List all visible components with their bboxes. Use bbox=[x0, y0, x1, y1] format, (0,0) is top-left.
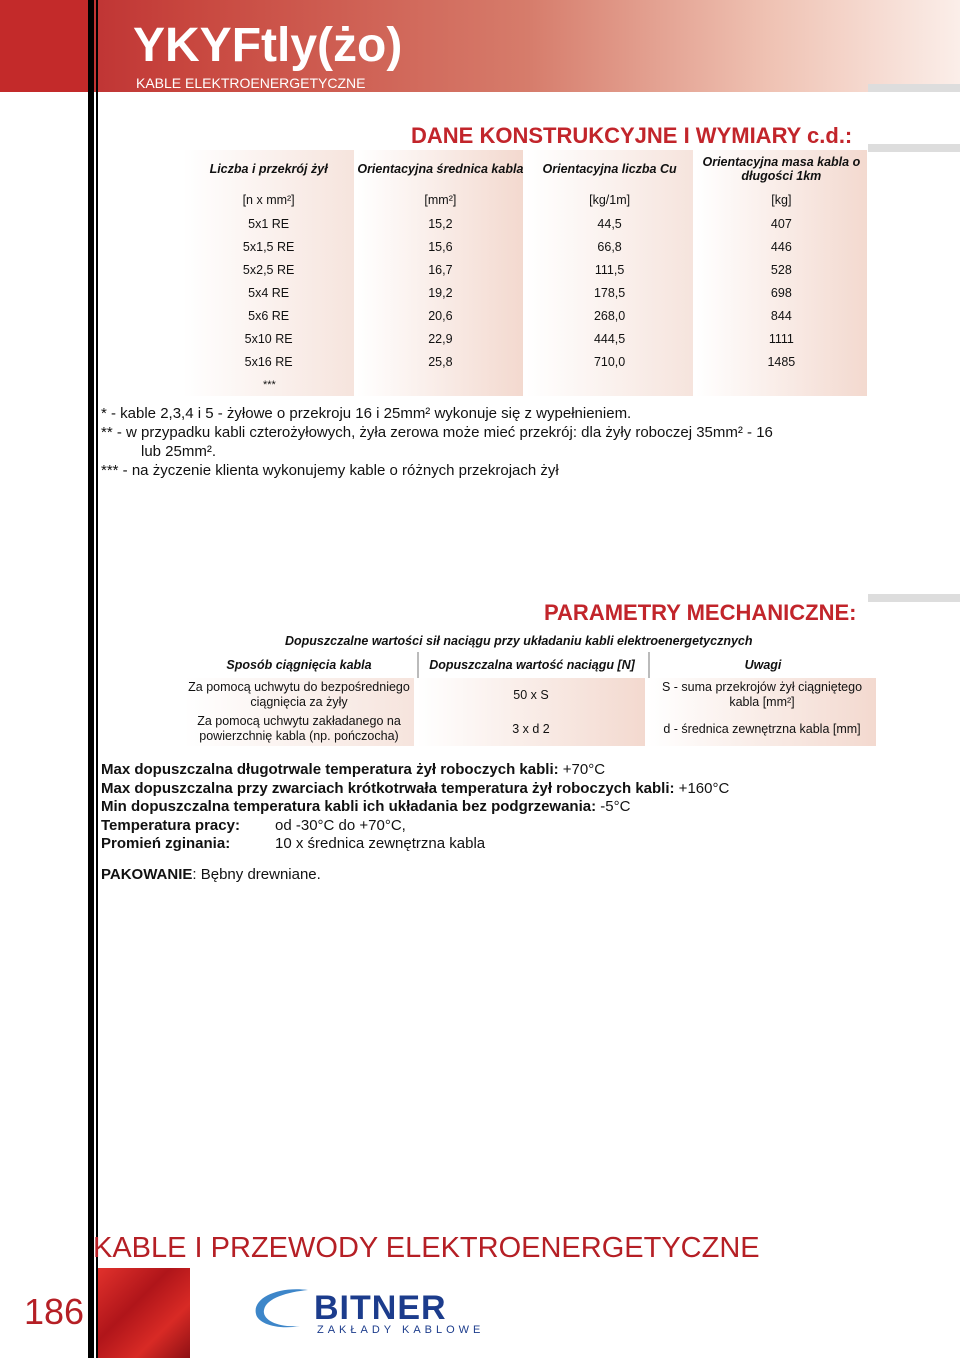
cell: 16,7 bbox=[357, 258, 523, 281]
cell: 1485 bbox=[696, 350, 867, 373]
param-value: +160°C bbox=[674, 779, 730, 797]
table-row bbox=[183, 212, 867, 235]
page-number: 186 bbox=[24, 1291, 85, 1332]
cell: 5x1 RE bbox=[183, 212, 354, 235]
table-row bbox=[183, 373, 867, 396]
unit-cell: [mm²] bbox=[357, 188, 523, 212]
divider-strip bbox=[868, 84, 960, 92]
footnotes bbox=[101, 404, 773, 480]
param-label: Max dopuszczalna długotrwale temperatura żył roboczych kabli: bbox=[101, 761, 559, 778]
cell: 44,5 bbox=[526, 212, 692, 235]
cell: 111,5 bbox=[526, 258, 692, 281]
footnote: ** - w przypadku kabli czterożyłowych, żyła zerowa może mieć przekrój: dla żyły roboczej 35mm² - 16 bbox=[101, 424, 773, 441]
column-header: Orientacyjna średnica kabla bbox=[357, 150, 523, 188]
packaging-row bbox=[101, 866, 729, 885]
cell: Za pomocą uchwytu do bezpośredniego ciągnięcia za żyły bbox=[184, 678, 414, 712]
cell: 1111 bbox=[696, 327, 867, 350]
table-row bbox=[184, 712, 876, 746]
cell: 407 bbox=[696, 212, 867, 235]
table-row bbox=[184, 678, 876, 712]
table-row bbox=[183, 281, 867, 304]
cell: 446 bbox=[696, 235, 867, 258]
mechanical-table bbox=[181, 652, 879, 746]
param-row bbox=[101, 798, 729, 817]
construction-title: DANE KONSTRUKCYJNE I WYMIARY c.d.: bbox=[411, 123, 853, 148]
left-rule bbox=[88, 0, 94, 1358]
cell: 5x1,5 RE bbox=[183, 235, 354, 258]
table-row bbox=[183, 327, 867, 350]
column-header: Dopuszczalna wartość naciągu [N] bbox=[417, 652, 645, 678]
packaging-label: PAKOWANIE bbox=[101, 865, 193, 883]
cell: 844 bbox=[696, 304, 867, 327]
cell: 15,2 bbox=[357, 212, 523, 235]
cell: 5x10 RE bbox=[183, 327, 354, 350]
param-row bbox=[101, 817, 729, 836]
cell: 50 x S bbox=[417, 678, 645, 712]
param-label: Temperatura pracy: bbox=[101, 816, 240, 834]
divider-strip bbox=[868, 594, 960, 602]
column-header: Orientacyjna masa kabla o długości 1km bbox=[696, 150, 867, 188]
cell bbox=[357, 373, 523, 396]
cell: 698 bbox=[696, 281, 867, 304]
cell: 5x16 RE bbox=[183, 350, 354, 373]
divider-strip bbox=[868, 144, 960, 152]
param-label: Max dopuszczalna przy zwarciach krótkotrwała temperatura żył roboczych kabli: bbox=[101, 779, 675, 797]
cell: 25,8 bbox=[357, 350, 523, 373]
param-value: od -30°C do +70°C, bbox=[275, 816, 406, 834]
unit-cell: [n x mm²] bbox=[183, 188, 354, 212]
cell: 22,9 bbox=[357, 327, 523, 350]
cell: 20,6 bbox=[357, 304, 523, 327]
unit-cell: [kg] bbox=[696, 188, 867, 212]
cell: 444,5 bbox=[526, 327, 692, 350]
page-subtitle: KABLE ELEKTROENERGETYCZNE bbox=[136, 75, 366, 91]
cell: 66,8 bbox=[526, 235, 692, 258]
table-row bbox=[183, 304, 867, 327]
construction-table bbox=[180, 150, 870, 396]
cell: Za pomocą uchwytu zakładanego na powierzchnię kabla (np. pończocha) bbox=[184, 712, 414, 746]
footnote: *** - na życzenie klienta wykonujemy kable o różnych przekrojach żył bbox=[101, 462, 559, 479]
cell: 268,0 bbox=[526, 304, 692, 327]
mechanical-title: PARAMETRY MECHANICZNE: bbox=[544, 600, 857, 625]
column-header: Liczba i przekrój żył bbox=[183, 150, 354, 188]
cell: 528 bbox=[696, 258, 867, 281]
cell: 5x4 RE bbox=[183, 281, 354, 304]
cable-photo bbox=[98, 1268, 190, 1358]
brand-logo: BITNER bbox=[314, 1289, 447, 1327]
parameters-list bbox=[101, 761, 729, 885]
cell: 5x2,5 RE bbox=[183, 258, 354, 281]
cell bbox=[696, 373, 867, 396]
param-row bbox=[101, 761, 729, 780]
table-row bbox=[183, 258, 867, 281]
footer-title: KABLE I PRZEWODY ELEKTROENERGETYCZNE bbox=[93, 1232, 760, 1264]
brand-subtitle: ZAKŁADY KABLOWE bbox=[317, 1324, 485, 1336]
param-row bbox=[101, 835, 729, 854]
param-label: Promień zginania: bbox=[101, 835, 231, 853]
param-value: +70°C bbox=[558, 761, 606, 778]
cell: 5x6 RE bbox=[183, 304, 354, 327]
column-header: Uwagi bbox=[648, 652, 876, 678]
table-row bbox=[183, 235, 867, 258]
cell bbox=[526, 373, 692, 396]
param-value: -5°C bbox=[596, 798, 631, 816]
cell: 710,0 bbox=[526, 350, 692, 373]
unit-cell: [kg/1m] bbox=[526, 188, 692, 212]
header-accent bbox=[0, 0, 88, 92]
column-header: Sposób ciągnięcia kabla bbox=[226, 658, 372, 672]
cell: 178,5 bbox=[526, 281, 692, 304]
footnote: lub 25mm². bbox=[141, 443, 217, 460]
cell: d - średnica zewnętrzna kabla [mm] bbox=[648, 712, 876, 746]
param-value: 10 x średnica zewnętrzna kabla bbox=[275, 835, 486, 853]
page-title: YKYFtly(żo) bbox=[133, 19, 403, 72]
column-header: Orientacyjna liczba Cu bbox=[526, 150, 692, 188]
footnote: * - kable 2,3,4 i 5 - żyłowe o przekroju 16 i 25mm² wykonuje się z wypełnieniem. bbox=[101, 405, 632, 422]
cell: 19,2 bbox=[357, 281, 523, 304]
param-label: Min dopuszczalna temperatura kabli ich układania bez podgrzewania: bbox=[101, 798, 597, 816]
mechanical-caption: Dopuszczalne wartości sił naciągu przy układaniu kabli elektroenergetycznych bbox=[285, 634, 753, 648]
table-row bbox=[183, 350, 867, 373]
param-row bbox=[101, 780, 729, 799]
left-rule-thin bbox=[96, 0, 98, 1358]
cell: 3 x d 2 bbox=[417, 712, 645, 746]
packaging-value: : Bębny drewniane. bbox=[192, 865, 321, 883]
cell: 15,6 bbox=[357, 235, 523, 258]
cell: *** bbox=[183, 373, 354, 396]
cell: S - suma przekrojów żył ciągniętego kabla [mm²] bbox=[648, 678, 876, 712]
brand-swoosh-icon bbox=[248, 1284, 318, 1334]
